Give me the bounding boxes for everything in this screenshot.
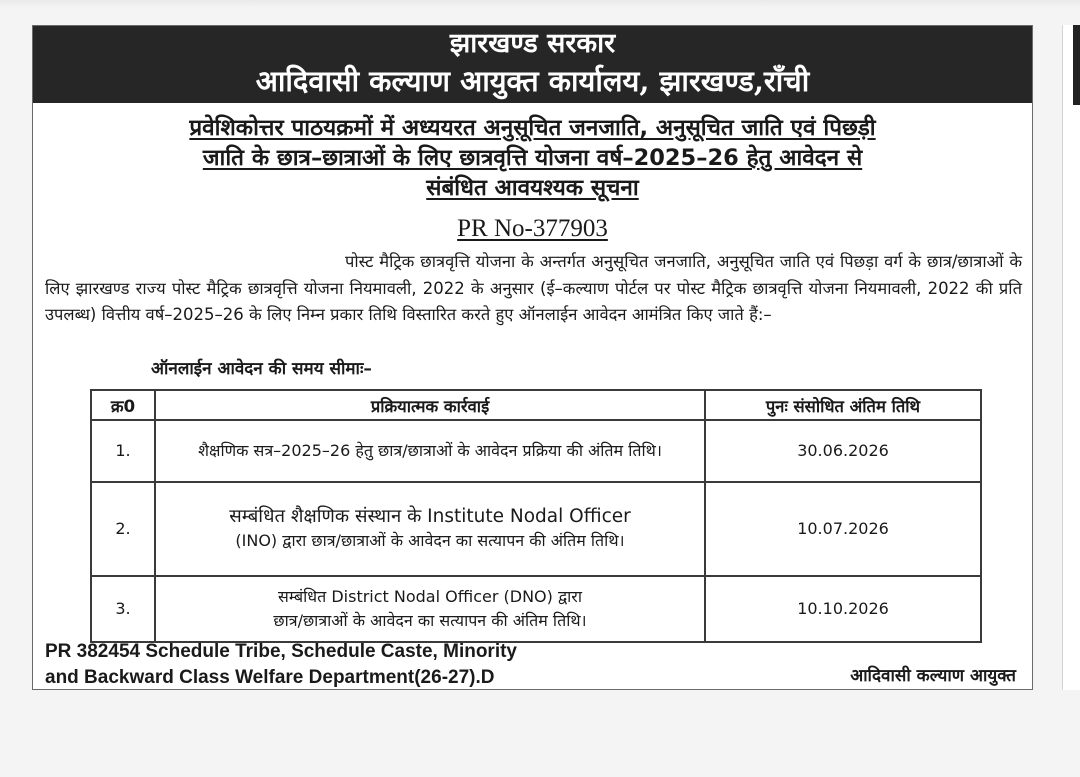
header-serial: क्र0 — [91, 390, 155, 420]
footer-pr-reference — [45, 639, 517, 691]
notice-heading — [53, 113, 1012, 203]
footer-pr-line-2: and Backward Class Welfare Department(26-27).D — [45, 667, 495, 688]
notice-body — [45, 249, 1022, 329]
row-deadline: 30.06.2026 — [705, 420, 981, 482]
body-paragraph: पोस्ट मैट्रिक छात्रवृत्ति योजना के अन्तर्गत अनुसूचित जनजाति, अनुसूचित जाति एवं पिछड़ा वर्ग के छात्र/छात्राओं के लिए झारखण्ड राज्य पोस्ट मैट्रिक छात्रवृत्ति योजना नियमावली, 2022 के अनुसार (ई–कल्याण पोर्टल पर पोस्ट मैट्रिक छात्रवृत्ति योजना नियमावली, 2022 की प्रति उपलब्ध) वित्तीय वर्ष–2025–26 के लिए निम्न प्रकार तिथि विस्तारित करते हुए ऑनलाईन आवेदन आमंत्रित किए जाते हैं:– — [45, 252, 1022, 324]
header-deadline: पुनः संसोधित अंतिम तिथि — [705, 390, 981, 420]
row-serial: 3. — [91, 576, 155, 642]
row-serial: 1. — [91, 420, 155, 482]
office-name: आदिवासी कल्याण आयुक्त कार्यालय, झारखण्ड,राँची — [255, 64, 810, 98]
timeline-heading: ऑनलाईन आवेदन की समय सीमाः– — [151, 359, 372, 379]
adjacent-page-dark-mark — [1073, 25, 1080, 105]
row-process — [155, 482, 705, 576]
government-name: झारखण्ड सरकार — [449, 28, 616, 59]
row-deadline: 10.07.2026 — [705, 482, 981, 576]
row-serial: 2. — [91, 482, 155, 576]
row-process-part2: छात्र/छात्राओं के आवेदन का सत्यापन की अंतिम तिथि। — [273, 611, 587, 630]
adjacent-page-edge — [1062, 25, 1080, 690]
table-row — [91, 420, 981, 482]
row-deadline: 10.10.2026 — [705, 576, 981, 642]
pr-number: PR No-377903 — [457, 215, 608, 242]
header-process: प्रक्रियात्मक कार्रवाई — [155, 390, 705, 420]
row-process — [155, 576, 705, 642]
row-process-part1: सम्बंधित शैक्षणिक संस्थान के Institute Nodal Officer — [229, 506, 631, 527]
notice-banner — [33, 26, 1032, 103]
table-row — [91, 576, 981, 642]
signatory: आदिवासी कल्याण आयुक्त — [850, 666, 1016, 686]
page-top-strip — [0, 0, 1080, 8]
heading-line-3: संबंधित आवयश्यक सूचना — [426, 175, 639, 201]
schedule-table — [90, 389, 982, 643]
government-notice — [32, 25, 1033, 690]
table-row — [91, 482, 981, 576]
heading-line-2: जाति के छात्र–छात्राओं के लिए छात्रवृत्ति योजना वर्ष–2025–26 हेतु आवेदन से — [202, 145, 863, 171]
table-header-row — [91, 390, 981, 420]
row-process: शैक्षणिक सत्र–2025–26 हेतु छात्र/छात्राओं के आवेदन प्रक्रिया की अंतिम तिथि। — [155, 420, 705, 482]
footer-pr-line-1: PR 382454 Schedule Tribe, Schedule Caste, Minority — [45, 641, 518, 662]
heading-line-1: प्रवेशिकोत्तर पाठयक्रमों में अध्ययरत अनुसूचित जनजाति, अनुसूचित जाति एवं पिछड़ी — [189, 115, 876, 141]
row-process-part1: सम्बंधित District Nodal Officer (DNO) द्वारा — [278, 587, 582, 606]
row-process-part2: (INO) द्वारा छात्र/छात्राओं के आवेदन का सत्यापन की अंतिम तिथि। — [235, 531, 625, 550]
